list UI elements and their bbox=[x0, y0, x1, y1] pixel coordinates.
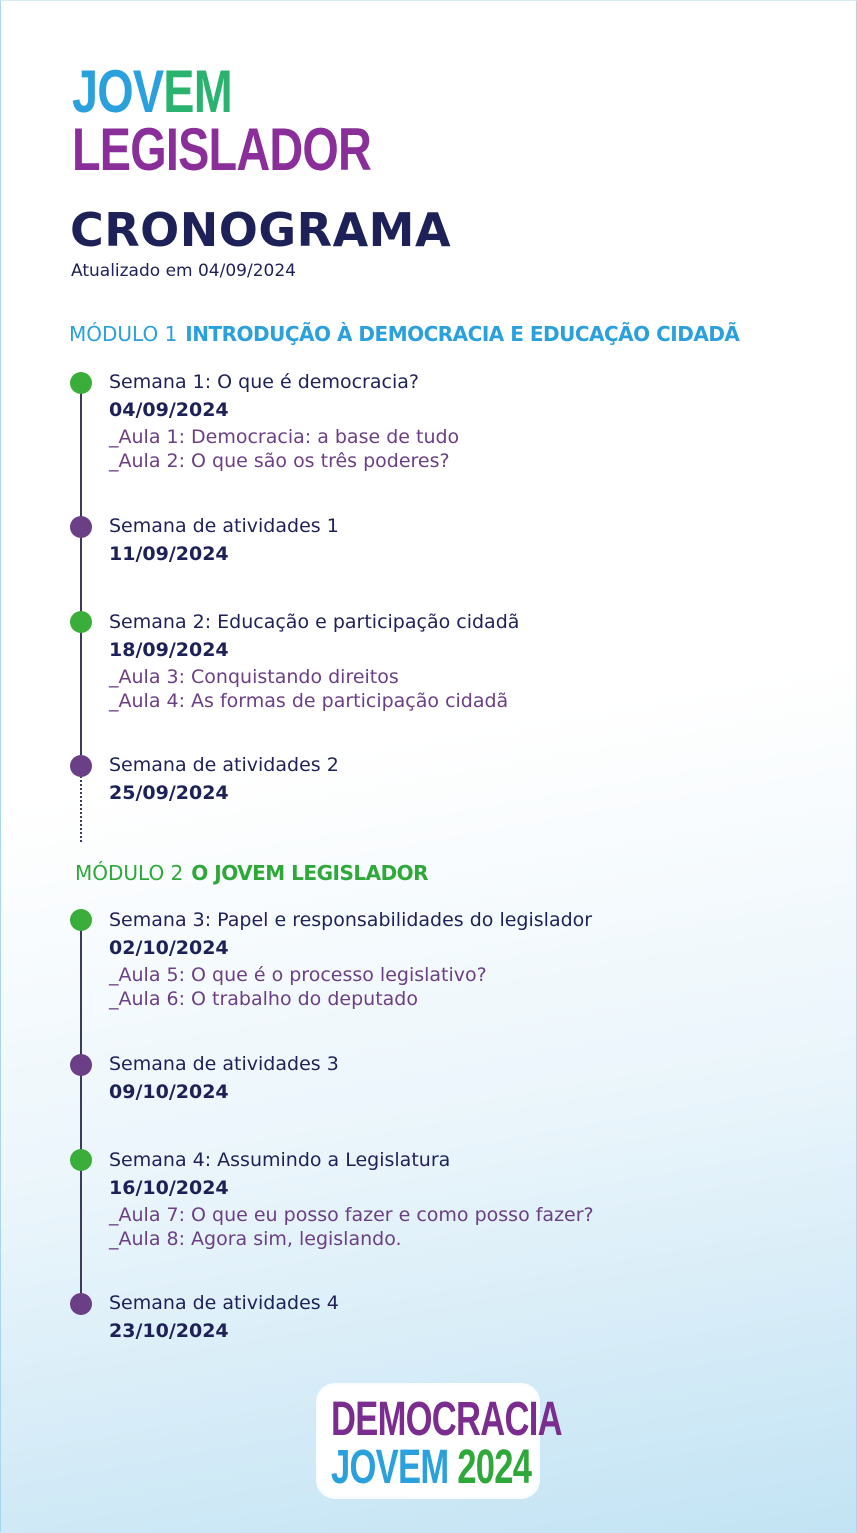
timeline-dot-activities-2 bbox=[70, 755, 92, 777]
week-title: Semana de atividades 3 bbox=[109, 1053, 339, 1075]
week-title: Semana de atividades 2 bbox=[109, 754, 339, 776]
lesson-item: _Aula 7: O que eu posso fazer e como posso fazer? bbox=[109, 1204, 594, 1226]
lesson-item: _Aula 4: As formas de participação cidadã bbox=[109, 690, 509, 712]
module-2-name: O JOVEM LEGISLADOR bbox=[191, 861, 429, 885]
democracia-jovem-badge bbox=[319, 1386, 562, 1496]
activities-week-3 bbox=[109, 1050, 339, 1107]
activities-week-4 bbox=[109, 1289, 339, 1346]
timeline-dot-activities-1 bbox=[70, 516, 92, 538]
week-title: Semana 3: Papel e responsabilidades do legislador bbox=[109, 909, 593, 931]
module-2-number: MÓDULO 2 bbox=[75, 861, 184, 885]
logo-line-1 bbox=[72, 58, 232, 125]
week-title: Semana de atividades 4 bbox=[109, 1292, 339, 1314]
lesson-item: _Aula 1: Democracia: a base de tudo bbox=[109, 426, 460, 448]
week-date: 25/09/2024 bbox=[109, 782, 229, 804]
page-title: CRONOGRAMA bbox=[70, 203, 452, 257]
logo-line-2: LEGISLADOR bbox=[72, 116, 372, 183]
week-1 bbox=[109, 368, 459, 473]
week-date: 23/10/2024 bbox=[109, 1320, 229, 1342]
jovem-legislador-logo bbox=[72, 58, 372, 183]
updated-date: Atualizado em 04/09/2024 bbox=[71, 261, 296, 281]
week-4 bbox=[109, 1146, 594, 1251]
week-date: 18/09/2024 bbox=[109, 639, 229, 661]
timeline-dot-activities-4 bbox=[70, 1293, 92, 1315]
badge-jovem: JOVEM bbox=[331, 1441, 449, 1494]
module-2-heading bbox=[75, 861, 428, 885]
week-3 bbox=[109, 906, 592, 1011]
week-title: Semana 2: Educação e participação cidadã bbox=[109, 611, 520, 633]
lesson-item: _Aula 5: O que é o processo legislativo? bbox=[109, 964, 487, 986]
timeline-line-module-1 bbox=[80, 383, 82, 765]
timeline-dot-week-4 bbox=[70, 1149, 92, 1171]
activities-week-1 bbox=[109, 512, 339, 569]
week-title: Semana 1: O que é democracia? bbox=[109, 371, 419, 393]
week-date: 02/10/2024 bbox=[109, 937, 229, 959]
lesson-item: _Aula 3: Conquistando direitos bbox=[109, 666, 399, 688]
badge-line-2 bbox=[331, 1441, 532, 1494]
logo-em: EM bbox=[163, 58, 232, 125]
timeline-dot-week-3 bbox=[70, 909, 92, 931]
badge-year: 2024 bbox=[457, 1441, 532, 1494]
timeline-dot-week-1 bbox=[70, 372, 92, 394]
week-title: Semana de atividades 1 bbox=[109, 515, 339, 537]
week-date: 04/09/2024 bbox=[109, 399, 229, 421]
week-date: 09/10/2024 bbox=[109, 1081, 229, 1103]
lesson-item: _Aula 2: O que são os três poderes? bbox=[109, 450, 450, 472]
timeline-dot-activities-3 bbox=[70, 1054, 92, 1076]
timeline-dotted-connector bbox=[80, 776, 82, 842]
lesson-item: _Aula 6: O trabalho do deputado bbox=[109, 988, 418, 1010]
module-1-number: MÓDULO 1 bbox=[69, 322, 178, 346]
lesson-item: _Aula 8: Agora sim, legislando. bbox=[109, 1228, 402, 1250]
week-date: 11/09/2024 bbox=[109, 543, 229, 565]
module-1-heading bbox=[69, 322, 739, 346]
module-1-name: INTRODUÇÃO À DEMOCRACIA E EDUCAÇÃO CIDADÃ bbox=[185, 322, 740, 346]
week-title: Semana 4: Assumindo a Legislatura bbox=[109, 1149, 451, 1171]
week-2 bbox=[109, 608, 519, 713]
badge-line-1: DEMOCRACIA bbox=[331, 1393, 562, 1446]
activities-week-2 bbox=[109, 751, 339, 808]
logo-jov: JOV bbox=[72, 58, 164, 125]
timeline-line-module-2 bbox=[80, 920, 82, 1304]
timeline-dot-week-2 bbox=[70, 611, 92, 633]
week-date: 16/10/2024 bbox=[109, 1177, 229, 1199]
